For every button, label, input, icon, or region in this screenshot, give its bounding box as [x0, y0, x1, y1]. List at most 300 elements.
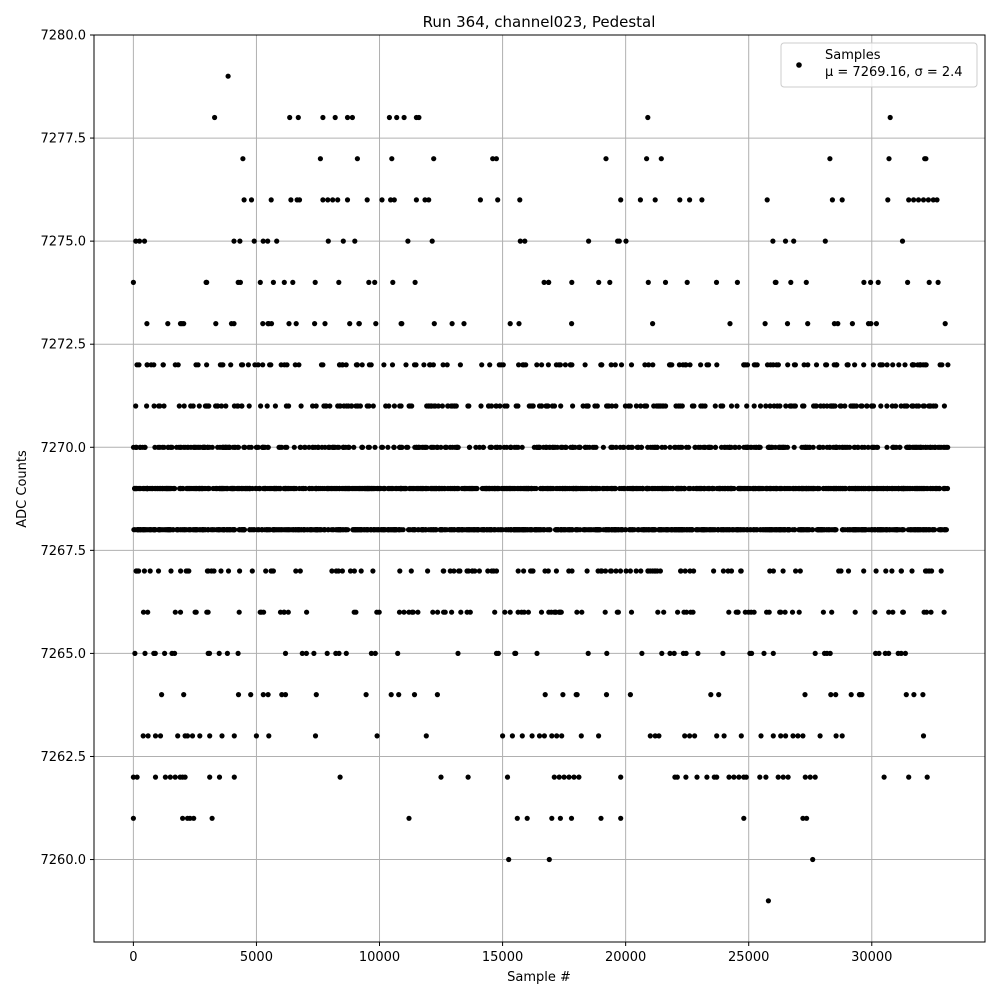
data-point: [670, 486, 675, 491]
data-point: [216, 527, 221, 532]
data-point: [438, 775, 443, 780]
data-point: [735, 280, 740, 285]
data-point: [566, 568, 571, 573]
data-point: [397, 445, 402, 450]
data-point: [678, 403, 683, 408]
data-point: [889, 486, 894, 491]
data-point: [261, 692, 266, 697]
data-point: [403, 486, 408, 491]
data-point: [313, 280, 318, 285]
data-point: [861, 362, 866, 367]
data-point: [687, 362, 692, 367]
data-point: [708, 692, 713, 697]
data-point: [703, 403, 708, 408]
data-point: [791, 239, 796, 244]
data-point: [805, 321, 810, 326]
data-point: [713, 403, 718, 408]
data-point: [883, 527, 888, 532]
data-point: [226, 527, 231, 532]
data-point: [153, 651, 158, 656]
data-point: [514, 403, 519, 408]
data-point: [317, 527, 322, 532]
data-point: [403, 362, 408, 367]
data-point: [916, 445, 921, 450]
data-point: [405, 445, 410, 450]
data-point: [546, 527, 551, 532]
data-point: [675, 775, 680, 780]
data-point: [650, 362, 655, 367]
data-point: [240, 362, 245, 367]
data-point: [337, 403, 342, 408]
data-point: [330, 197, 335, 202]
data-point: [210, 527, 215, 532]
data-point: [478, 197, 483, 202]
data-point: [601, 486, 606, 491]
data-point: [744, 403, 749, 408]
data-point: [515, 816, 520, 821]
data-point: [575, 692, 580, 697]
data-point: [926, 197, 931, 202]
data-point: [909, 568, 914, 573]
data-point: [217, 651, 222, 656]
data-point: [235, 403, 240, 408]
data-point: [173, 775, 178, 780]
y-tick-label: 7272.5: [40, 337, 86, 353]
data-point: [539, 610, 544, 615]
data-point: [623, 239, 628, 244]
data-point: [487, 527, 492, 532]
data-point: [789, 403, 794, 408]
data-point: [495, 486, 500, 491]
data-point: [607, 280, 612, 285]
data-point: [738, 568, 743, 573]
data-point: [623, 403, 628, 408]
data-point: [407, 403, 412, 408]
data-point: [642, 403, 647, 408]
data-point: [181, 527, 186, 532]
data-point: [734, 610, 739, 615]
data-point: [586, 239, 591, 244]
data-point: [313, 733, 318, 738]
data-point: [148, 568, 153, 573]
data-point: [823, 239, 828, 244]
data-point: [586, 651, 591, 656]
data-point: [226, 74, 231, 79]
data-point: [322, 445, 327, 450]
data-point: [667, 651, 672, 656]
data-point: [373, 651, 378, 656]
data-point: [839, 403, 844, 408]
data-point: [716, 692, 721, 697]
data-point: [461, 527, 466, 532]
data-point: [559, 733, 564, 738]
data-point: [629, 362, 634, 367]
data-point: [228, 362, 233, 367]
data-point: [173, 610, 178, 615]
data-point: [659, 445, 664, 450]
data-point: [803, 775, 808, 780]
data-point: [921, 445, 926, 450]
data-point: [498, 527, 503, 532]
data-point: [467, 445, 472, 450]
data-point: [297, 197, 302, 202]
data-point: [179, 321, 184, 326]
data-point: [639, 651, 644, 656]
data-point: [296, 115, 301, 120]
data-point: [680, 362, 685, 367]
data-point: [653, 197, 658, 202]
data-point: [499, 486, 504, 491]
data-point: [571, 775, 576, 780]
data-point: [578, 527, 583, 532]
data-point: [506, 857, 511, 862]
y-tick-label: 7262.5: [40, 749, 86, 765]
data-point: [727, 321, 732, 326]
data-point: [897, 445, 902, 450]
data-point: [574, 610, 579, 615]
data-point: [240, 156, 245, 161]
data-point: [311, 651, 316, 656]
data-point: [157, 403, 162, 408]
data-point: [163, 775, 168, 780]
data-point: [367, 362, 372, 367]
data-point: [542, 733, 547, 738]
data-point: [282, 280, 287, 285]
data-point: [338, 775, 343, 780]
data-point: [834, 733, 839, 738]
data-point: [840, 197, 845, 202]
data-point: [138, 527, 143, 532]
data-point: [911, 527, 916, 532]
data-point: [682, 733, 687, 738]
x-axis-ticks: [129, 942, 892, 965]
data-point: [638, 568, 643, 573]
data-point: [543, 445, 548, 450]
data-point: [514, 445, 519, 450]
y-tick-label: 7260.0: [40, 853, 86, 869]
data-point: [552, 775, 557, 780]
data-point: [320, 197, 325, 202]
data-point: [859, 692, 864, 697]
data-point: [693, 445, 698, 450]
data-point: [259, 527, 264, 532]
data-point: [286, 527, 291, 532]
data-point: [876, 651, 881, 656]
data-point: [861, 568, 866, 573]
data-point: [288, 197, 293, 202]
data-point: [518, 239, 523, 244]
data-point: [852, 445, 857, 450]
data-point: [645, 115, 650, 120]
data-point: [392, 527, 397, 532]
data-point: [554, 733, 559, 738]
data-point: [265, 527, 270, 532]
data-point: [699, 197, 704, 202]
data-point: [834, 362, 839, 367]
data-point: [900, 610, 905, 615]
data-point: [492, 527, 497, 532]
data-point: [413, 362, 418, 367]
data-point: [325, 197, 330, 202]
data-point: [749, 651, 754, 656]
data-point: [301, 527, 306, 532]
data-point: [659, 651, 664, 656]
data-point: [375, 486, 380, 491]
data-point: [260, 362, 265, 367]
data-point: [753, 362, 758, 367]
data-point: [501, 362, 506, 367]
data-point: [585, 568, 590, 573]
data-point: [254, 445, 259, 450]
data-point: [669, 362, 674, 367]
data-point: [563, 486, 568, 491]
data-point: [566, 775, 571, 780]
data-point: [318, 156, 323, 161]
data-point: [866, 321, 871, 326]
data-point: [679, 445, 684, 450]
data-point: [871, 486, 876, 491]
data-point: [558, 610, 563, 615]
data-point: [648, 733, 653, 738]
data-point: [252, 239, 257, 244]
data-point: [702, 445, 707, 450]
data-point: [800, 733, 805, 738]
data-point: [660, 486, 665, 491]
data-point: [528, 486, 533, 491]
data-point: [530, 403, 535, 408]
data-point: [372, 445, 377, 450]
data-point: [191, 403, 196, 408]
data-point: [397, 610, 402, 615]
data-point: [711, 568, 716, 573]
data-point: [599, 568, 604, 573]
data-point: [765, 362, 770, 367]
data-point: [333, 445, 338, 450]
data-point: [622, 486, 627, 491]
data-point: [522, 486, 527, 491]
data-point: [340, 568, 345, 573]
data-point: [202, 445, 207, 450]
data-point: [293, 568, 298, 573]
data-point: [347, 321, 352, 326]
data-point: [530, 733, 535, 738]
data-point: [366, 280, 371, 285]
data-point: [369, 486, 374, 491]
data-point: [197, 403, 202, 408]
data-point: [548, 486, 553, 491]
data-point: [502, 610, 507, 615]
data-point: [153, 486, 158, 491]
data-point: [455, 445, 460, 450]
data-point: [694, 775, 699, 780]
data-point: [729, 403, 734, 408]
data-point: [218, 568, 223, 573]
legend: [781, 43, 977, 87]
data-point: [868, 280, 873, 285]
data-point: [236, 692, 241, 697]
data-point: [291, 486, 296, 491]
data-point: [558, 816, 563, 821]
data-point: [360, 445, 365, 450]
data-point: [191, 816, 196, 821]
data-point: [153, 527, 158, 532]
data-point: [783, 610, 788, 615]
data-point: [714, 733, 719, 738]
data-point: [431, 527, 436, 532]
data-point: [577, 445, 582, 450]
data-point: [349, 403, 354, 408]
data-point: [833, 692, 838, 697]
data-point: [927, 280, 932, 285]
data-point: [886, 156, 891, 161]
data-point: [274, 239, 279, 244]
data-point: [246, 362, 251, 367]
data-point: [344, 403, 349, 408]
data-point: [258, 610, 263, 615]
data-point: [207, 775, 212, 780]
data-point: [884, 445, 889, 450]
data-point: [221, 527, 226, 532]
data-point: [320, 362, 325, 367]
data-point: [842, 445, 847, 450]
data-point: [294, 321, 299, 326]
data-point: [936, 280, 941, 285]
data-point: [717, 486, 722, 491]
data-point: [210, 816, 215, 821]
data-point: [871, 403, 876, 408]
data-point: [466, 403, 471, 408]
data-point: [388, 486, 393, 491]
data-point: [416, 115, 421, 120]
data-point: [470, 486, 475, 491]
data-point: [402, 115, 407, 120]
data-point: [883, 651, 888, 656]
data-point: [645, 445, 650, 450]
data-point: [899, 568, 904, 573]
data-point: [624, 568, 629, 573]
data-point: [901, 527, 906, 532]
data-point: [168, 568, 173, 573]
data-point: [793, 568, 798, 573]
data-point: [341, 445, 346, 450]
data-point: [278, 486, 283, 491]
data-point: [603, 156, 608, 161]
data-point: [804, 486, 809, 491]
data-point: [387, 115, 392, 120]
data-point: [679, 486, 684, 491]
data-point: [450, 445, 455, 450]
data-point: [250, 568, 255, 573]
data-point: [771, 486, 776, 491]
data-point: [911, 197, 916, 202]
data-point: [698, 362, 703, 367]
data-point: [605, 527, 610, 532]
data-point: [426, 197, 431, 202]
data-point: [359, 486, 364, 491]
data-point: [911, 403, 916, 408]
x-tick-label: 25000: [728, 950, 770, 965]
data-point: [212, 115, 217, 120]
data-point: [458, 362, 463, 367]
data-point: [569, 816, 574, 821]
data-point: [557, 775, 562, 780]
data-point: [818, 733, 823, 738]
data-point: [174, 527, 179, 532]
data-point: [596, 527, 601, 532]
data-point: [132, 651, 137, 656]
data-point: [636, 527, 641, 532]
data-point: [365, 197, 370, 202]
data-point: [714, 362, 719, 367]
data-point: [714, 280, 719, 285]
data-point: [135, 775, 140, 780]
data-point: [937, 527, 942, 532]
data-point: [421, 362, 426, 367]
data-point: [144, 403, 149, 408]
data-point: [356, 321, 361, 326]
data-point: [730, 527, 735, 532]
data-points: [131, 74, 951, 904]
data-point: [852, 362, 857, 367]
data-point: [921, 197, 926, 202]
data-point: [923, 527, 928, 532]
data-point: [209, 568, 214, 573]
data-point: [366, 403, 371, 408]
data-point: [175, 733, 180, 738]
data-point: [770, 239, 775, 244]
data-point: [736, 527, 741, 532]
data-point: [436, 486, 441, 491]
data-point: [563, 362, 568, 367]
data-point: [869, 445, 874, 450]
data-point: [134, 568, 139, 573]
data-point: [363, 486, 368, 491]
data-point: [691, 568, 696, 573]
data-point: [908, 486, 913, 491]
data-point: [855, 486, 860, 491]
data-point: [218, 486, 223, 491]
data-point: [435, 692, 440, 697]
data-point: [494, 156, 499, 161]
data-point: [265, 403, 270, 408]
data-point: [473, 527, 478, 532]
data-point: [582, 527, 587, 532]
data-point: [397, 568, 402, 573]
data-point: [204, 610, 209, 615]
data-point: [204, 403, 209, 408]
data-point: [899, 403, 904, 408]
data-point: [236, 486, 241, 491]
data-point: [583, 362, 588, 367]
data-point: [692, 733, 697, 738]
data-point: [516, 362, 521, 367]
data-point: [232, 733, 237, 738]
data-point: [142, 651, 147, 656]
data-point: [396, 692, 401, 697]
data-point: [569, 280, 574, 285]
data-point: [284, 362, 289, 367]
data-point: [516, 321, 521, 326]
data-point: [242, 197, 247, 202]
data-point: [269, 197, 274, 202]
data-point: [296, 527, 301, 532]
data-point: [458, 610, 463, 615]
data-point: [549, 816, 554, 821]
data-point: [777, 610, 782, 615]
data-point: [772, 403, 777, 408]
data-point: [765, 197, 770, 202]
data-point: [432, 321, 437, 326]
